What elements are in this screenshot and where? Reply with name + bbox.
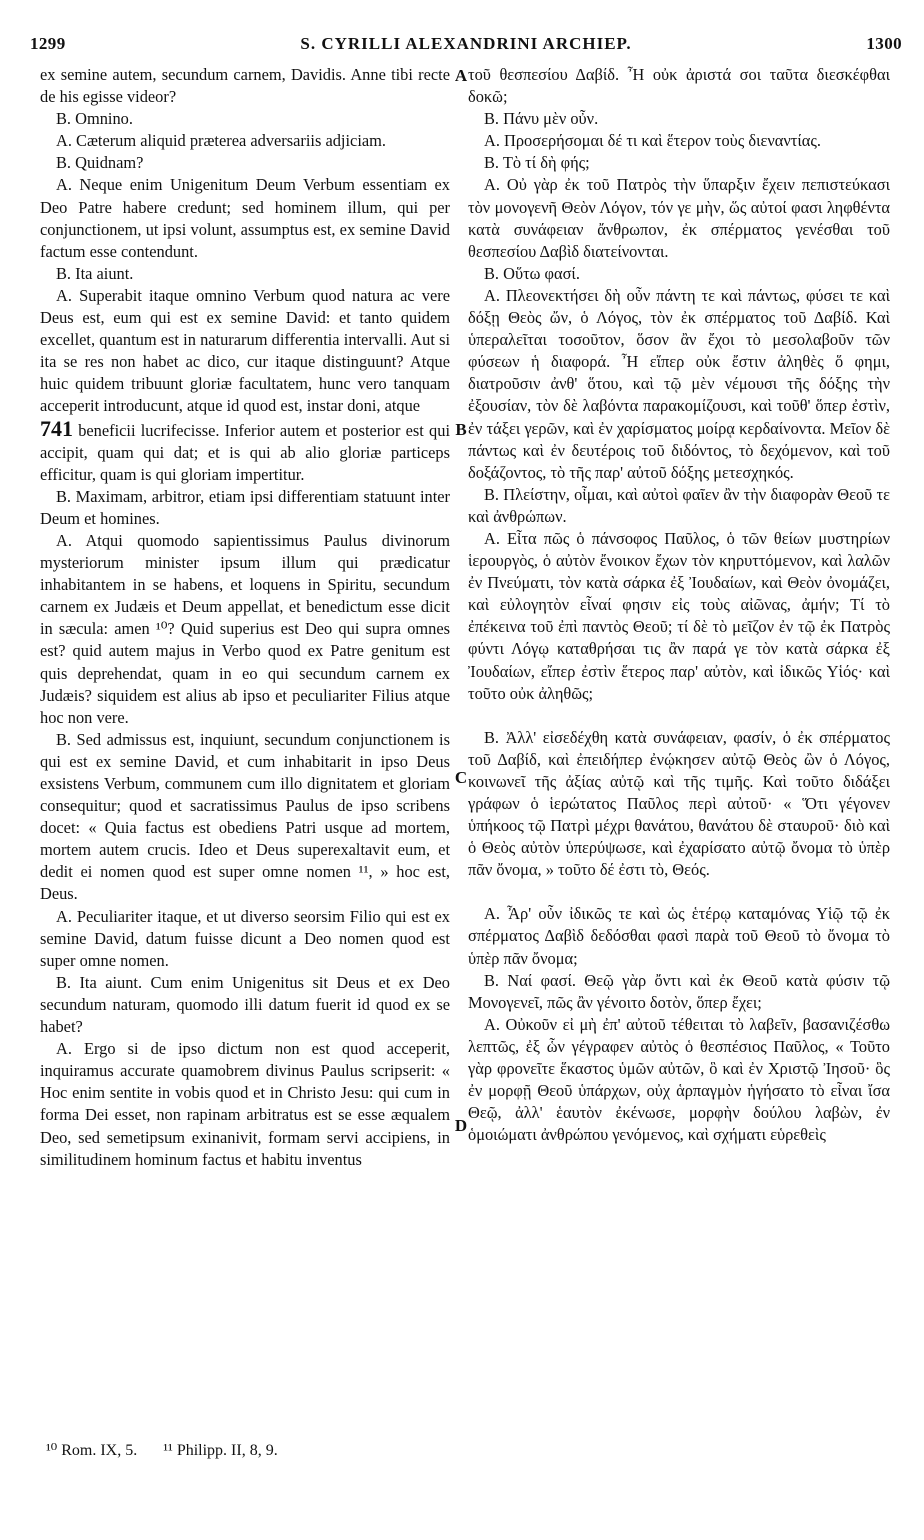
greek-column xyxy=(468,64,890,1146)
latin-text: ex semine autem, secundum carnem, Davidis. Anne tibi recte de his egisse videor? xyxy=(40,65,450,107)
greek-text: Β. Πάνυ μὲν οὖν. xyxy=(484,109,599,129)
latin-paragraph xyxy=(40,285,450,418)
greek-text: Β. Ἀλλ' εἰσεδέχθη κατὰ συνάφειαν, φασίν, ὁ ἐκ σπέρματος τοῦ Δαβίδ, καὶ ἐπειδήπερ ἐνῴκησεν αὐτῷ Θεὸς ὢν ὁ Λόγος, κοινωνεῖ τῆς ἀξίας αὐτῷ καὶ τῆς τιμῆς. Καὶ τοῦτο διδάξει γράφων ὁ ἱερώτατος Παῦλος περὶ αὐτοῦ· « Ὅτι γέγονεν ὑπήκοος τῷ Πατρὶ μέχρι θανάτου, θανάτου δὲ σταυροῦ· διὸ καὶ ὁ Θεὸς αὐτὸν ὑπερύψωσε, καὶ ἐχαρίσατο αὐτῷ ὄνομα τὸ ὑπὲρ πᾶν ὄνομα, » τοῦτο δέ ἐστι τὸ, Θεός. xyxy=(468,727,890,880)
greek-paragraph xyxy=(468,285,890,484)
latin-paragraph xyxy=(40,130,450,152)
left-column-number: 1299 xyxy=(30,34,66,53)
latin-paragraph xyxy=(40,174,450,262)
greek-text: Α. Πλεονεκτήσει δὴ οὖν πάντη τε καὶ πάντως, φύσει τε καὶ δόξῃ Θεὸς ὤν, ὁ Λόγος, τὸν ἐκ σπέρματος τοῦ Δαβίδ. Καὶ ὑπεραλεῖται τοσοῦτον, ὅσον ἂν ἔχοι τὸ μεσολαβοῦν τῶν φύσεων ἡ διαφορά. Ἦ εἴπερ οὐκ ἔστιν ἀληθὲς ὅ φημι, διατροῦσιν ἀνθ' ὅτου, καὶ τῷ μὲν νέμουσι τῆς δόξης τὴν ἐξουσίαν, τὸν δὲ λαβόντα παρακομίζουσι, καὶ τοῦθ' ὅπερ ἐστὶν, ἐν τάξει γερῶν, καὶ ἐν χαρίσματος μοίρᾳ κερδαίνοντα. Μεῖον δὲ πάντως καὶ ἐν δευτέροις τοῦ διδόντος, τὸ δεχόμενον, καὶ τοῦ δοξάζοντος, τὸ τῆς παρ' αὐτοῦ δόξης μετεσχηκός. xyxy=(468,285,890,482)
greek-paragraph xyxy=(468,263,890,285)
latin-paragraph xyxy=(40,972,450,1038)
section-marker-d: D xyxy=(454,1116,468,1135)
greek-text: Α. Οὐκοῦν εἰ μὴ ἐπ' αὐτοῦ τέθειται τὸ λαβεῖν, βασανιζέσθω λεπτῶς, ἐξ ὧν γέγραφεν αὐτὸς ὁ θεσπέσιος Παῦλος, « Τοῦτο γὰρ φρονεῖτε ἕκαστος ὑμῶν αὐτῶν, ὃ καὶ ἐν Χριστῷ Ἰησοῦ· ὃς ἐν μορφῇ Θεοῦ ὑπάρχων, οὐχ ἁρπαγμὸν ἡγήσατο τὸ εἶναι ἴσα Θεῷ, ἀλλ' ἑαυτὸν ἐκένωσε, μορφὴν δούλου λαβὼν, ἐν ὁμοιώματι ἀνθρώπου γενόμενος, καὶ σχήματι εὑρεθεὶς xyxy=(468,1014,890,1145)
latin-paragraph xyxy=(40,415,450,486)
greek-text: Β. Πλείστην, οἶμαι, καὶ αὐτοὶ φαῖεν ἂν τὴν διαφορὰν Θεοῦ τε καὶ ἀνθρώπων. xyxy=(468,484,890,526)
latin-paragraph xyxy=(40,729,450,906)
greek-text: Α. Προσερήσομαι δέ τι καὶ ἕτερον τοὺς διεναντίας. xyxy=(484,131,821,151)
page-header xyxy=(30,34,902,60)
latin-paragraph xyxy=(40,1038,450,1171)
latin-text: A. Atqui quomodo sapientissimus Paulus divinorum mysteriorum minister ipsum illum qui prædicatur inhabitantem in se habens, et loquens in Spiritu, secundum carnem ex Judæis et Deum appellat, et benedictum esse dicit in sæcula: amen ¹⁰? Quid superius est Deo qui supra omnes est? quid autem majus in Verbo quod ex Patre genitum est quis deprehendat, quam in eo qui secundum carnem ex Judæis? siquidem est alius ab ipso et peculiariter Filius atque hoc non vere. xyxy=(40,530,450,727)
latin-paragraph xyxy=(40,486,450,530)
greek-paragraph xyxy=(468,64,890,108)
latin-paragraph xyxy=(40,906,450,972)
latin-text: A. Cæterum aliquid præterea adversariis adjiciam. xyxy=(56,131,386,151)
section-marker-a: A xyxy=(454,66,468,85)
footnote-11: ¹¹ Philipp. II, 8, 9. xyxy=(163,1442,278,1459)
greek-paragraph xyxy=(468,152,890,174)
latin-paragraph xyxy=(40,263,450,285)
section-marker-b: B xyxy=(455,420,467,439)
latin-text: A. Superabit itaque omnino Verbum quod natura ac vere Deus est, eum qui est ex semine David: et tanto quidem excellet, quantum est in naturarum differentia intervalli. Aut si ita se res non habet ac dico, cur itaque distinguunt? Atque huic quidem tribuunt gloriæ facultatem, hunc vero tanquam acceperit introducunt, atque id quod est, instar doni, atque xyxy=(40,285,450,416)
greek-text: Β. Τὸ τί δὴ φής; xyxy=(484,153,590,173)
greek-text: Α. Οὐ γὰρ ἐκ τοῦ Πατρὸς τὴν ὕπαρξιν ἔχειν πεπιστεύκασι τὸν μονογενῆ Θεὸν Λόγον, τόν γε μὴν, ὥς αὐτοί φασι ληφθέντα κατὰ συνάφειαν ἄνθρωπον, ἐκ σπέρματος γενέσθαι τοῦ θεσπεσίου Δαβὶδ διατείνονται. xyxy=(468,175,890,261)
greek-text: Α. Ἆρ' οὖν ἰδικῶς τε καὶ ὡς ἑτέρῳ καταμόνας Υἱῷ τῷ ἐκ σπέρματος Δαβὶδ δεδόσθαι φασὶ παρὰ τοῦ Θεοῦ τὸ ὄνομα τὸ ὑπὲρ πᾶν ὄνομα; xyxy=(468,904,890,968)
latin-text: B. Sed admissus est, inquiunt, secundum conjunctionem is qui est ex semine David, et cum inhabitarit in ipso Deus exsistens Verbum, communem cum illo dignitatem et gloriam consequitur; quod et sacratissimus Paulus de ipso scribens docet: « Quia factus est obediens Patri usque ad mortem, mortem autem crucis. Ideo et Deus superexaltavit eum, et dedit ei nomen quod est super omne nomen ¹¹, » hoc est, Deus. xyxy=(40,729,450,904)
right-column-number: 1300 xyxy=(866,34,902,53)
greek-text: Β. Οὕτω φασί. xyxy=(484,263,580,283)
greek-paragraph xyxy=(468,903,890,969)
greek-paragraph xyxy=(468,108,890,130)
greek-text: Α. Εἶτα πῶς ὁ πάνσοφος Παῦλος, ὁ τῶν θείων μυστηρίων ἱερουργὸς, ὁ αὐτὸν ἔνοικον ἔχων τὸν κηρυττόμενον, καὶ λαλῶν ἐν Πνεύματι, τὸν κατὰ σάρκα ἐξ Ἰουδαίων, καὶ Θεὸν ὀνομάζει, καὶ εὐλογητὸν εἶναί φησιν εἰς τοὺς αἰῶνας, ἀμήν; Τί τὸ ἐπέκεινα τοῦ ἐπὶ παντὸς Θεοῦ; τί δὲ τὸ μεῖζον ἐν τῷ ἐκ Πατρὸς φύντι Λόγῳ καταθρήσαι τις ἂν παρά γε τὸν κατὰ σάρκα ἐξ Ἰουδαίων, εἴπερ ἐστὶν ἕτερος παρ' αὐτὸν, καὶ ἰδικῶς Υἱός· καὶ τοῦτο οὐκ ἀληθῶς; xyxy=(468,528,890,703)
footnotes xyxy=(46,1440,300,1460)
latin-text: A. Ergo si de ipso dictum non est quod acceperit, inquiramus accurate quamobrem divinus Paulus scripserit: « Hoc enim sentite in vobis quod et in Christo Jesu: qui cum in forma Dei esset, non rapinam arbitratus est se esse æqualem Deo, sed semetipsum exinanivit, formam servi accipiens, in similitudinem hominum factus et habitu inventus xyxy=(40,1039,450,1169)
footnote-10: ¹⁰ Rom. IX, 5. xyxy=(46,1442,138,1459)
latin-paragraph xyxy=(40,530,450,729)
latin-paragraph xyxy=(40,108,450,130)
latin-paragraph xyxy=(40,152,450,174)
latin-paragraph xyxy=(40,64,450,108)
column-number: 741 xyxy=(40,415,73,441)
greek-text: τοῦ θεσπεσίου Δαβίδ. Ἦ οὐκ ἀριστά σοι ταῦτα διεσκέφθαι δοκῶ; xyxy=(468,65,890,107)
greek-text: Β. Ναί φασί. Θεῷ γὰρ ὄντι καὶ ἐκ Θεοῦ κατὰ φύσιν τῷ Μονογενεῖ, πῶς ἂν γένοιτο δοτὸν, ὅπερ ἔχει; xyxy=(468,970,890,1012)
section-marker-c: C xyxy=(454,768,468,787)
greek-paragraph xyxy=(468,1014,890,1147)
latin-text: B. Maximam, arbitror, etiam ipsi differentiam statuunt inter Deum et homines. xyxy=(40,486,450,528)
latin-text: B. Ita aiunt. xyxy=(56,263,134,283)
running-title: S. CYRILLI ALEXANDRINI ARCHIEP. xyxy=(300,34,632,53)
latin-text: B. Ita aiunt. Cum enim Unigenitus sit Deus et ex Deo secundum naturam, quomodo illi datum fuerit id quod ex se habet? xyxy=(40,972,450,1037)
latin-text: A. Neque enim Unigenitum Deum Verbum essentiam ex Deo Patre habere credunt; sed hominem illum, qui per conjunctionem, ut ipsi volunt, assumptus est, ex semine David factum esse contendunt. xyxy=(40,175,450,261)
latin-text: B. Quidnam? xyxy=(56,153,144,173)
greek-paragraph xyxy=(468,174,890,262)
greek-paragraph xyxy=(468,130,890,152)
latin-text: A. Peculiariter itaque, et ut diverso seorsim Filio qui est ex semine David, datum fuisse dicunt a Deo nomen quod est super omne nomen. xyxy=(40,906,450,970)
greek-paragraph xyxy=(468,727,890,882)
greek-paragraph xyxy=(468,970,890,1014)
latin-text: beneficii lucrifecisse. Inferior autem et posterior est qui accipit, quam qui dat; et is qui ab alio gloriæ particeps efficitur, quam is qui gloriam impertitur. xyxy=(40,420,450,484)
latin-text: B. Omnino. xyxy=(56,109,133,129)
latin-column xyxy=(40,64,450,1171)
greek-paragraph xyxy=(468,484,890,528)
greek-paragraph xyxy=(468,528,890,705)
